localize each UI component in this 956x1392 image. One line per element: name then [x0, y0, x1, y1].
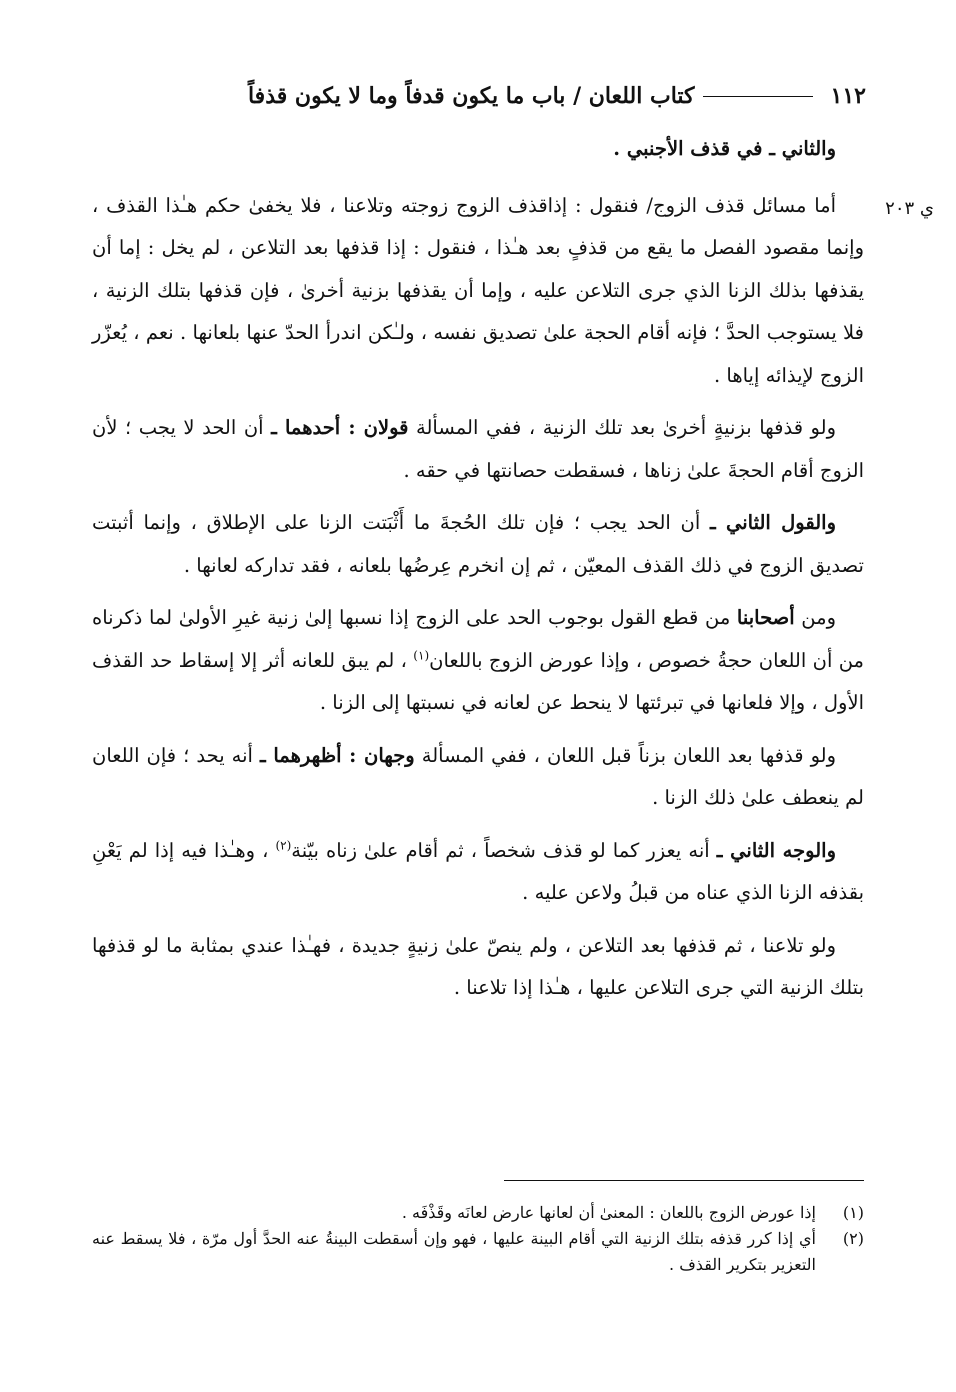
paragraph	[92, 597, 864, 725]
footnote-number: (٢)	[842, 1229, 864, 1248]
footnote-marker[interactable]: (١)	[413, 648, 430, 662]
margin-reference: ي ٢٠٣	[885, 198, 934, 219]
paragraph	[92, 925, 864, 1010]
bold-term: والوجه الثاني ـ	[716, 838, 837, 862]
bold-term: أصحابنا	[736, 606, 795, 629]
paragraph-text: ولو قذفها بزنيةٍ أخرىٰ بعد تلك الزنية ، ففي المسألة	[408, 416, 836, 439]
footnote-separator	[504, 1180, 864, 1181]
paragraph	[92, 830, 864, 915]
footnote-number: (١)	[842, 1203, 864, 1222]
footnote	[92, 1226, 864, 1278]
paragraph	[92, 185, 864, 398]
paragraph-text: ومن	[794, 606, 836, 629]
paragraph	[92, 502, 864, 587]
paragraph-text: أنه يعزر كما لو قذف شخصاً ، ثم أقام علىٰ زناه بيّنة	[291, 838, 717, 862]
paragraph	[92, 128, 864, 171]
paragraph-text: أما مسائل قذف الزوج/ فنقول : إذاقذف الزوج زوجته وتلاعنا ، فلا يخفىٰ حكم هـٰذا القذف ، وإنما مقصود الفصل ما يقع من قذفٍ بعد هـٰذا ، فنقول : إذا قذفها بعد التلاعن ، لم يخل : إما أن يقذفها بذلك الزنا الذي جرى التلاعن عليه ، وإما أن يقذفها بزنية أخرىٰ ، فإن قذفها بتلك الزنية ، فلا يستوجب الحدَّ ؛ فإنه أقام الحجة علىٰ تصديق نفسه ، ولـٰكن اندرأ الحدّ عنها بلعانها . نعم ، يُعزّر الزوج لإيذائه إياها .	[92, 193, 865, 387]
paragraph-text: من قطع القول بوجوب الحد على الزوج إذا نسبها إلىٰ زنية غيرِ الأولىٰ لما ذكرناه من أن اللعان حجةُ خصوص ، وإذا عورض الزوج باللعان	[92, 606, 865, 672]
paragraph	[92, 735, 864, 820]
header-rule	[703, 96, 813, 97]
footnotes	[92, 1200, 864, 1278]
footnote-marker[interactable]: (٢)	[275, 838, 292, 852]
footnote-text: أي إذا كرر قذفه بتلك الزنية التي أقام البينة عليها ، فهو وإن أسقطت البينةُ عنه الحدَّ أول مرّة ، فلا يسقط عنه التعزير بتكرير القذف .	[92, 1229, 816, 1274]
paragraph	[92, 407, 864, 492]
paragraph-text: أنه يحد ؛ فإن اللعان لم ينعطف علىٰ ذلك الزنا .	[92, 743, 864, 809]
bold-term: والقول الثاني ـ	[709, 511, 837, 534]
paragraph-text: أن الحد لا يجب ؛ لأن الزوج أقام الحجةَ علىٰ زناها ، فسقطت حصانتها في حقه .	[92, 416, 864, 482]
bold-term: وجهان : أظهرهما ـ	[260, 743, 415, 767]
footnote-text: إذا عورض الزوج باللعان : المعنىٰ أن لعانها عارض لعانَه وقَذْفَه .	[401, 1203, 816, 1222]
paragraph-text: ولو تلاعنا ، ثم قذفها بعد التلاعن ، ولم ينصّ علىٰ زنيةٍ جديدة ، فهـٰذا عندي بمثابة ما لو قذفها بتلك الزنية التي جرى التلاعن عليها ، هـٰذا إذا تلاعنا .	[92, 933, 864, 999]
paragraph-text: أن الحد يجب ؛ فإن تلك الحُجةَ ما أَثْبَتت الزنا على الإطلاق ، وإنما أثبتت تصديق الزوج في ذلك القذف المعيّن ، ثم إن انخرم عِرضُها بلعانه ، فقد تداركه لعانها .	[92, 511, 864, 577]
bold-lead: والثاني ـ في قذف الأجنبي .	[613, 137, 836, 160]
paragraph-text: ولو قذفها بعد اللعان بزناً قبل اللعان ، ففي المسألة	[414, 743, 837, 767]
page-number: ١١٢	[830, 83, 866, 109]
paragraph-text: ، لم يبق للعانه أثر إلا إسقاط حد القذف الأول ، وإلا فلعانها في تبرئتها لا ينحط عن لعانه في نسبتها إلى الزنا .	[92, 648, 864, 714]
header-title: كتاب اللعان / باب ما يكون قدفاً وما لا يكون قذفاً	[247, 83, 695, 109]
bold-term: قولان : أحدهما ـ	[271, 416, 409, 439]
paragraph-text: ، وهـٰذا فيه إذا لم يَعْنِ بقذفه الزنا الذي عناه من قبلُ ولاعن عليه .	[92, 838, 864, 904]
main-text	[92, 128, 864, 1020]
running-header	[90, 76, 866, 116]
footnote	[92, 1200, 864, 1226]
